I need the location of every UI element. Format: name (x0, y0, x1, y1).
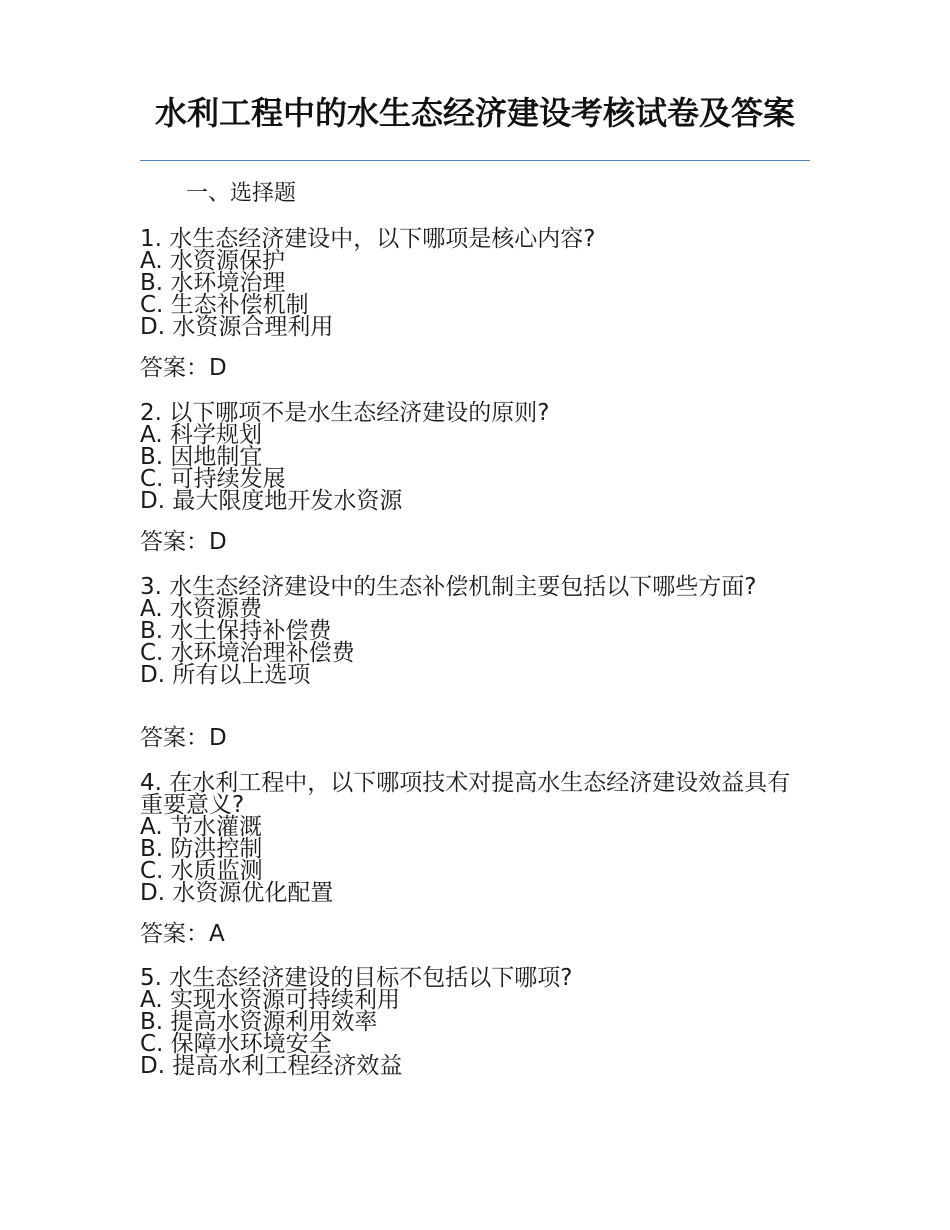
option-d: D. 水资源合理利用 (140, 314, 334, 340)
question-text: 2. 以下哪项不是水生态经济建设的原则? (140, 400, 550, 426)
answer-2: 答案：D (140, 529, 227, 555)
question-4 (140, 772, 800, 904)
option-b: B. 提高水资源利用效率 (140, 1009, 378, 1035)
option-b: B. 防洪控制 (140, 836, 263, 862)
option-c: C. 水质监测 (140, 858, 263, 884)
option-c: C. 生态补偿机制 (140, 292, 309, 318)
option-a: A. 实现水资源可持续利用 (140, 987, 400, 1013)
question-5 (140, 967, 800, 1077)
option-a: A. 水资源费 (140, 596, 262, 622)
answer-1: 答案：D (140, 355, 227, 381)
option-a: A. 水资源保护 (140, 248, 285, 274)
option-c: C. 可持续发展 (140, 466, 286, 492)
option-d: D. 提高水利工程经济效益 (140, 1053, 403, 1079)
document-title: 水利工程中的水生态经济建设考核试卷及答案 (154, 94, 795, 132)
question-text: 5. 水生态经济建设的目标不包括以下哪项? (140, 965, 573, 991)
option-b: B. 水环境治理 (140, 270, 286, 296)
title-underline (140, 160, 810, 161)
answer-4: 答案：A (140, 921, 225, 947)
section-heading: 一、选择题 (186, 181, 297, 206)
question-text: 4. 在水利工程中，以下哪项技术对提高水生态经济建设效益具有重要意义? (140, 770, 791, 818)
option-c: C. 水环境治理补偿费 (140, 640, 355, 666)
question-text: 3. 水生态经济建设中的生态补偿机制主要包括以下哪些方面? (140, 574, 757, 600)
option-a: A. 科学规划 (140, 422, 262, 448)
option-b: B. 水土保持补偿费 (140, 618, 332, 644)
question-text: 1. 水生态经济建设中，以下哪项是核心内容? (140, 226, 596, 252)
question-1 (140, 228, 800, 338)
option-b: B. 因地制宜 (140, 444, 263, 470)
option-d: D. 所有以上选项 (140, 662, 311, 688)
question-3 (140, 576, 800, 686)
option-c: C. 保障水环境安全 (140, 1031, 332, 1057)
option-d: D. 水资源优化配置 (140, 880, 334, 906)
option-a: A. 节水灌溉 (140, 814, 262, 840)
option-d: D. 最大限度地开发水资源 (140, 488, 403, 514)
question-2 (140, 402, 800, 512)
answer-3: 答案：D (140, 725, 227, 751)
